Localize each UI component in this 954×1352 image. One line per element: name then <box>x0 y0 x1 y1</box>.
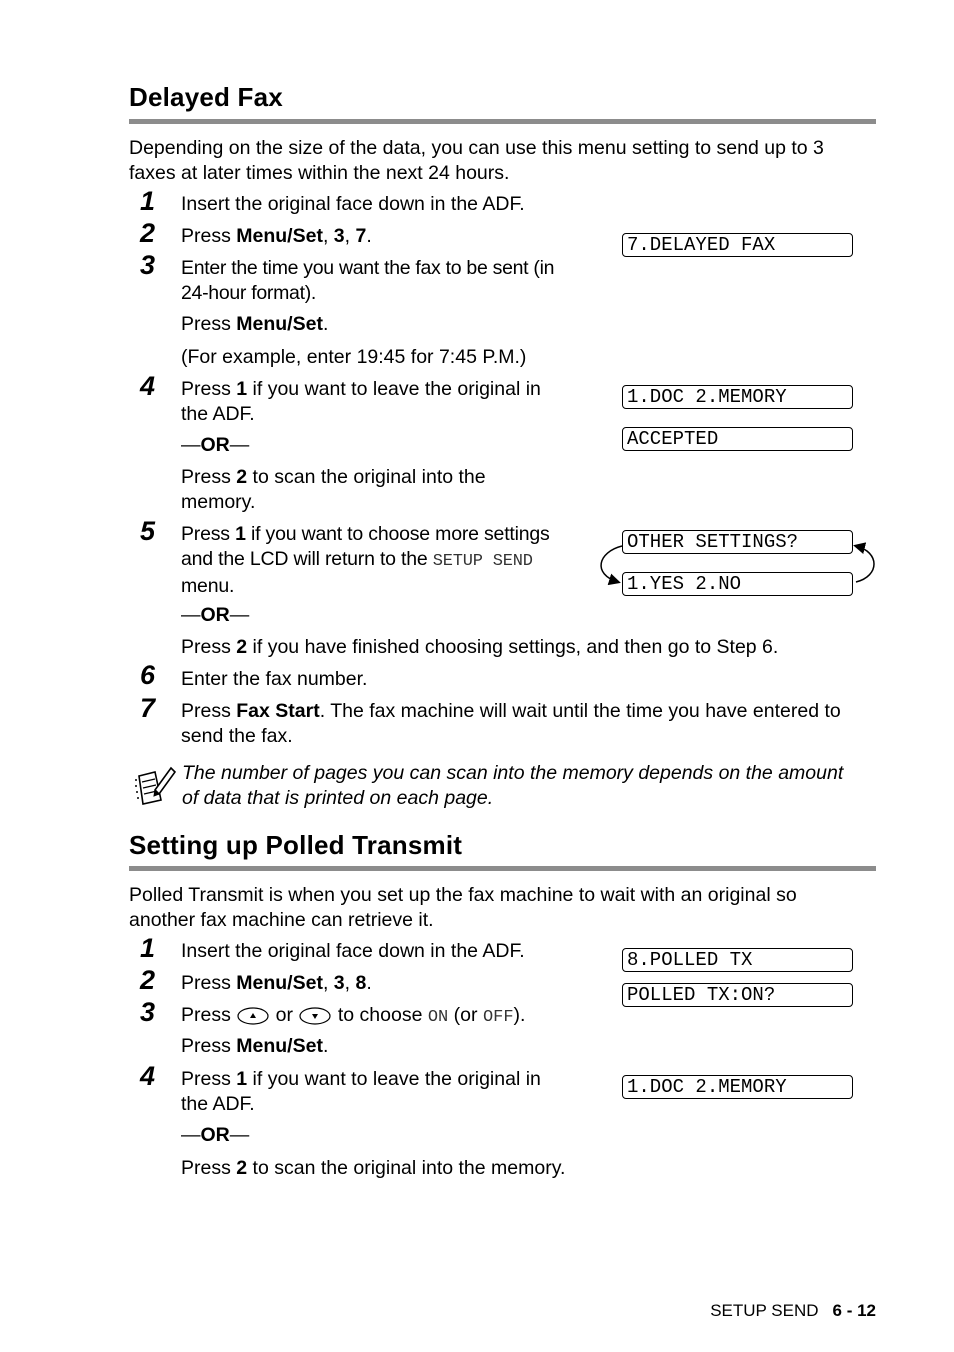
key-label: Menu/Set <box>236 972 323 994</box>
arrow-up-key-icon <box>236 1006 270 1026</box>
lcd-menu-name: SETUP SEND <box>432 551 533 571</box>
step-text: Insert the original face down in the ADF. <box>181 940 525 962</box>
step-text: Press Fax Start. The fax machine will wait until the time you have entered to send the fax. <box>181 700 841 747</box>
option-off: OFF <box>482 1008 514 1027</box>
key-label: Menu/Set <box>236 313 323 335</box>
intro-line: another fax machine can retrieve it. <box>129 908 434 931</box>
step-text: Press Menu/Set, 3, 8. <box>181 972 372 994</box>
step-text: Press 1 if you want to choose more settings and the LCD will return to the SETUP SEND menu. <box>181 523 550 597</box>
step-number: 5 <box>140 516 156 546</box>
intro-line: faxes at later times within the next 24 hours. <box>129 161 510 184</box>
step-text: Press 2 to scan the original into the memory. <box>181 466 486 513</box>
step-text: Enter the fax number. <box>181 668 368 690</box>
key-label: 3 <box>333 972 345 994</box>
section-divider <box>129 119 876 124</box>
step-number: 6 <box>140 660 156 690</box>
page-number: 6 - 12 <box>832 1301 876 1320</box>
step-number: 2 <box>140 218 156 248</box>
arrow-down-key-icon <box>298 1006 332 1026</box>
step-text: Press Menu/Set. <box>181 1035 329 1057</box>
note-pencil-icon <box>133 764 177 806</box>
step-text: Press Menu/Set, 3, 7. <box>181 225 372 247</box>
cycle-arrow-icon <box>594 530 884 600</box>
step-number: 2 <box>140 965 156 995</box>
key-label: 8 <box>355 972 367 994</box>
step-number: 3 <box>140 997 156 1027</box>
lcd-display: 8.POLLED TX <box>622 948 853 972</box>
lcd-display: 1.DOC 2.MEMORY <box>622 385 853 409</box>
step-text: Press Menu/Set. <box>181 313 329 335</box>
footer-section: SETUP SEND <box>710 1301 819 1320</box>
intro-line: Depending on the size of the data, you can use this menu setting to send up to 3 <box>129 137 824 159</box>
step-number: 4 <box>140 371 156 401</box>
step-number: 1 <box>140 186 156 216</box>
lcd-display: POLLED TX:ON? <box>622 983 853 1007</box>
note-text: The number of pages you can scan into the memory depends on the amount of data that is printed on each page. <box>182 762 844 809</box>
lcd-display: 1.YES 2.NO <box>622 572 853 596</box>
intro-line: Polled Transmit is when you set up the fax machine to wait with an original so <box>129 884 797 906</box>
lcd-display: OTHER SETTINGS? <box>622 530 853 554</box>
key-label: 7 <box>355 225 367 247</box>
intro-paragraph <box>129 136 879 185</box>
key-label: Menu/Set <box>236 225 323 247</box>
lcd-display: ACCEPTED <box>622 427 853 451</box>
key-label: Menu/Set <box>236 1035 323 1057</box>
section-divider <box>129 866 876 871</box>
section-title-delayed-fax: Delayed Fax <box>129 82 283 112</box>
step-text: Press 2 to scan the original into the memory. <box>181 1157 566 1179</box>
intro-paragraph <box>129 883 879 932</box>
step-number: 1 <box>140 933 156 963</box>
or-separator: —OR— <box>181 604 250 626</box>
section-title-polled-transmit: Setting up Polled Transmit <box>129 830 463 860</box>
step-text: Insert the original face down in the ADF. <box>181 193 525 215</box>
option-on: ON <box>427 1008 449 1027</box>
step-text: Enter the time you want the fax to be sent (in 24-hour format). <box>181 257 555 304</box>
page-footer <box>710 1301 876 1321</box>
step-example: (For example, enter 19:45 for 7:45 P.M.) <box>181 346 527 368</box>
step-number: 3 <box>140 250 156 280</box>
step-number: 7 <box>140 693 156 723</box>
lcd-display: 1.DOC 2.MEMORY <box>622 1075 853 1099</box>
key-label: 3 <box>333 225 345 247</box>
step-text: Press or to choose ON (or OFF). <box>181 1004 526 1027</box>
lcd-display: 7.DELAYED FAX <box>622 233 853 257</box>
or-separator: —OR— <box>181 1124 250 1146</box>
step-text: Press 1 if you want to leave the original in the ADF. <box>181 378 541 425</box>
step-number: 4 <box>140 1061 156 1091</box>
step-text: Press 1 if you want to leave the original in the ADF. <box>181 1068 541 1115</box>
step-text: Press 2 if you have finished choosing settings, and then go to Step 6. <box>181 636 779 658</box>
or-separator: —OR— <box>181 434 250 456</box>
